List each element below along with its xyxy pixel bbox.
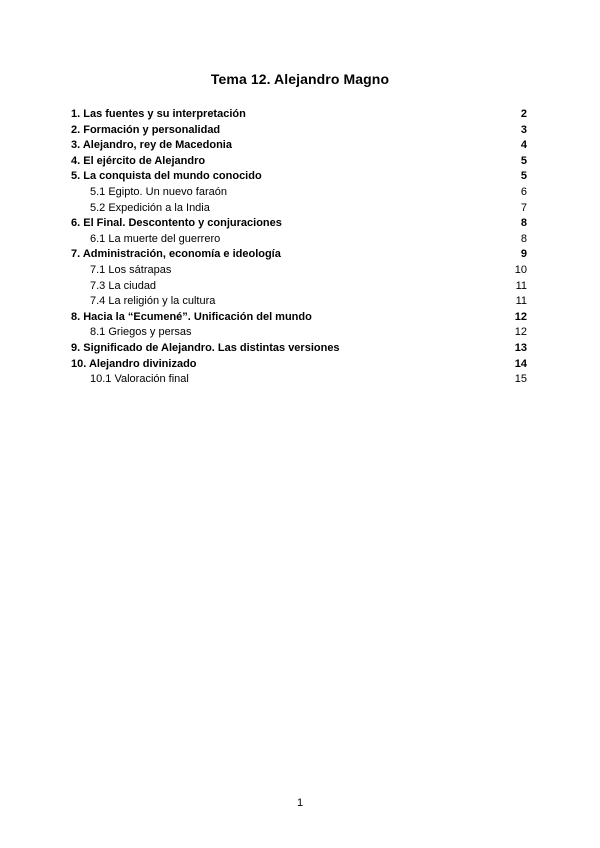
- document-title: Tema 12. Alejandro Magno: [210, 71, 390, 87]
- toc-subentry[interactable]: [71, 263, 527, 279]
- toc-entry-title: 7.1 Los sátrapas: [90, 263, 172, 276]
- toc-entry[interactable]: [71, 154, 527, 170]
- toc-entry-title: 2. Formación y personalidad: [71, 123, 221, 136]
- toc-entry[interactable]: [71, 216, 527, 232]
- toc-entry-title: 10. Alejandro divinizado: [71, 357, 197, 370]
- toc-entry-page: 3: [520, 123, 527, 136]
- toc-entry[interactable]: [71, 341, 527, 357]
- toc-entry-title: 6.1 La muerte del guerrero: [90, 232, 221, 245]
- toc-subentry[interactable]: [71, 201, 527, 217]
- toc-entry-page: 11: [515, 295, 527, 308]
- toc-entry-title: 1. Las fuentes y su interpretación: [71, 108, 246, 120]
- toc-entry-page: 4: [520, 139, 527, 152]
- toc-entry-title: 5.2 Expedición a la India: [90, 201, 210, 214]
- toc-entry[interactable]: [71, 357, 527, 373]
- toc-entry-page: 13: [514, 341, 527, 354]
- toc-entry[interactable]: [71, 138, 527, 154]
- toc-entry[interactable]: [71, 310, 527, 326]
- toc-subentry[interactable]: [71, 294, 527, 310]
- toc-entry-page: 12: [514, 326, 527, 339]
- toc-subentry[interactable]: [71, 185, 527, 201]
- toc-entry-title: 7. Administración, economía e ideología: [71, 248, 281, 261]
- toc-entry-page: 5: [520, 170, 527, 183]
- toc-subentry[interactable]: [71, 232, 527, 248]
- toc-entry-page: 6: [520, 185, 527, 198]
- toc-entry-page: 2: [520, 108, 527, 120]
- toc-entry[interactable]: [71, 169, 527, 185]
- toc-subentry[interactable]: [71, 279, 527, 295]
- toc-entry-page: 11: [515, 279, 527, 292]
- toc-entry-page: 12: [514, 310, 527, 323]
- toc-entry-title: 9. Significado de Alejandro. Las distintas versiones: [71, 341, 340, 354]
- toc-entry-page: 9: [520, 248, 527, 261]
- toc-subentry[interactable]: [71, 372, 527, 388]
- toc-entry-page: 8: [520, 217, 527, 230]
- toc-entry-page: 10: [514, 263, 527, 276]
- toc-entry-title: 7.4 La religión y la cultura: [90, 295, 216, 308]
- toc-entry-page: 8: [520, 232, 527, 245]
- table-of-contents: [71, 107, 527, 388]
- toc-entry-page: 14: [514, 357, 527, 370]
- toc-entry-title: 8. Hacia la “Ecumené”. Unificación del mundo: [71, 310, 312, 323]
- toc-entry-title: 4. El ejército de Alejandro: [71, 154, 206, 167]
- toc-entry-page: 15: [514, 373, 527, 386]
- toc-entry-page: 7: [520, 201, 527, 214]
- toc-entry-title: 6. El Final. Descontento y conjuraciones: [71, 217, 282, 230]
- toc-entry[interactable]: [71, 247, 527, 263]
- toc-entry-title: 8.1 Griegos y persas: [90, 326, 192, 339]
- toc-subentry[interactable]: [71, 325, 527, 341]
- toc-entry-title: 10.1 Valoración final: [90, 373, 189, 386]
- toc-entry-title: 5.1 Egipto. Un nuevo faraón: [90, 185, 227, 198]
- toc-entry-title: 7.3 La ciudad: [90, 279, 157, 292]
- toc-entry-page: 5: [520, 154, 527, 167]
- toc-entry[interactable]: [71, 123, 527, 139]
- toc-entry-title: 3. Alejandro, rey de Macedonia: [71, 139, 232, 152]
- page-number: 1: [296, 797, 304, 809]
- toc-entry[interactable]: [71, 107, 527, 123]
- toc-entry-title: 5. La conquista del mundo conocido: [71, 170, 262, 183]
